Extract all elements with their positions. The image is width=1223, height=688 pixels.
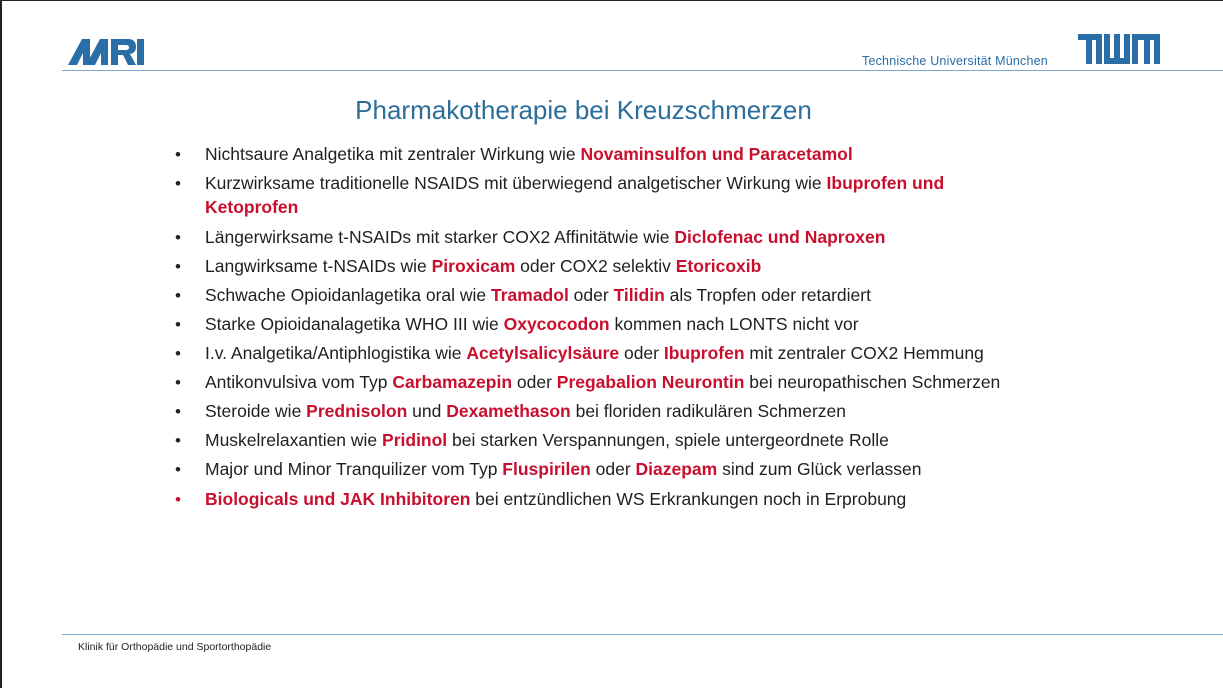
bullet-dot: • bbox=[175, 315, 181, 334]
tum-logo-icon bbox=[1078, 34, 1160, 66]
list-item bbox=[2, 225, 1223, 251]
list-item bbox=[2, 457, 1223, 483]
bullet-dot: • bbox=[175, 286, 181, 305]
bullet-text: Langwirksame t-NSAIDs wie Piroxicam oder COX2 selektiv Etoricoxib bbox=[205, 256, 762, 276]
bullet-dot: • bbox=[175, 402, 181, 421]
bullet-dot: • bbox=[175, 228, 181, 247]
bullet-text: Muskelrelaxantien wie Pridinol bei starken Verspannungen, spiele untergeordnete Rolle bbox=[205, 430, 889, 450]
list-item bbox=[2, 370, 1223, 396]
footer-text: Klinik für Orthopädie und Sportorthopädie bbox=[78, 641, 272, 653]
university-name: Technische Universität München bbox=[862, 54, 1048, 68]
list-item bbox=[2, 341, 1223, 367]
list-item bbox=[2, 399, 1223, 425]
bullet-text: Major und Minor Tranquilizer vom Typ Fluspirilen oder Diazepam sind zum Glück verlassen bbox=[205, 459, 922, 479]
bullet-dot: • bbox=[175, 174, 181, 193]
header-divider bbox=[62, 70, 1223, 71]
list-item bbox=[2, 428, 1223, 454]
bullet-dot: • bbox=[175, 490, 181, 509]
list-item bbox=[2, 312, 1223, 338]
bullet-dot: • bbox=[175, 460, 181, 479]
footer-divider bbox=[62, 634, 1223, 635]
mri-logo-icon bbox=[66, 35, 146, 67]
bullet-dot: • bbox=[175, 257, 181, 276]
bullet-dot: • bbox=[175, 373, 181, 392]
slide-title: Pharmakotherapie bei Kreuzschmerzen bbox=[355, 95, 812, 125]
bullet-text: Starke Opioidanalagetika WHO III wie Oxycocodon kommen nach LONTS nicht vor bbox=[205, 314, 859, 334]
bullet-text: Schwache Opioidanlagetika oral wie Tramadol oder Tilidin als Tropfen oder retardiert bbox=[205, 285, 871, 305]
list-item bbox=[2, 171, 1223, 221]
bullet-text: Nichtsaure Analgetika mit zentraler Wirkung wie Novaminsulfon und Paracetamol bbox=[205, 144, 853, 164]
list-item bbox=[2, 254, 1223, 280]
list-item bbox=[2, 487, 1223, 513]
bullet-text: Antikonvulsiva vom Typ Carbamazepin oder Pregabalion Neurontin bei neuropathischen Schmerzen bbox=[205, 372, 1001, 392]
bullet-dot: • bbox=[175, 344, 181, 363]
list-item bbox=[2, 283, 1223, 309]
bullet-text: Biologicals und JAK Inhibitoren bei entzündlichen WS Erkrankungen noch in Erprobung bbox=[205, 489, 907, 509]
bullet-text: Steroide wie Prednisolon und Dexamethason bei floriden radikulären Schmerzen bbox=[205, 401, 847, 421]
bullet-dot: • bbox=[175, 431, 181, 450]
list-item bbox=[2, 142, 1223, 168]
bullet-text: Längerwirksame t-NSAIDs mit starker COX2 Affinitätwie wie Diclofenac und Naproxen bbox=[205, 227, 886, 247]
bullet-text: I.v. Analgetika/Antiphlogistika wie Acetylsalicylsäure oder Ibuprofen mit zentraler COX2 Hemmung bbox=[205, 343, 984, 363]
bullet-dot: • bbox=[175, 145, 181, 164]
bullet-text: Kurzwirksame traditionelle NSAIDS mit überwiegend analgetischer Wirkung wie Ibuprofen und Ketoprofen bbox=[205, 173, 945, 217]
